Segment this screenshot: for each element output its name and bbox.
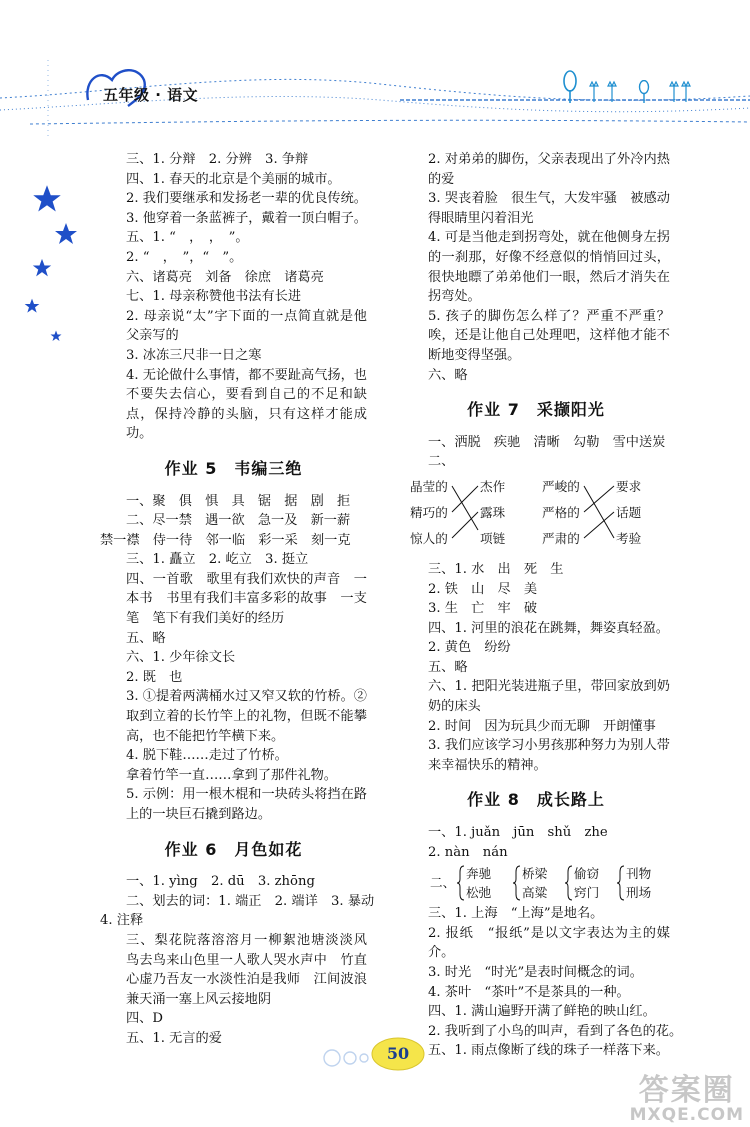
answer-line: 一、1. yìng 2. dū 3. zhōng [126,874,315,890]
answer-line: 四、一首歌 歌里有我们欢快的声音 一本书 书里有我们丰富多彩的故事 一支笔 笔下有我们美好的经历 [126,571,367,627]
match-word: 项链 [480,530,506,546]
match-word: 杰作 [480,478,506,494]
section-title: 作业 7 采撷阳光 [467,400,605,420]
answer-line: 四、1. 满山遍野开满了鲜艳的映山红。 [428,1004,656,1020]
answer-line: 2. 对弟弟的脚伤，父亲表现出了外冷内热的爱 [428,152,670,187]
answer-line: 三、1. 分辩 2. 分辨 3. 争辩 [126,152,309,167]
star-icon [32,184,62,214]
answer-line: 五、1. 雨点像断了线的珠子一样落下来。 [428,1043,669,1059]
answer-line: 5. 孩子的脚伤怎么样了？严重不严重？唉，还是让他自己处理吧，这样他才能不断地变得坚强。 [428,308,670,363]
answer-line: 4. 注释 [100,913,144,929]
tree-icon [636,80,652,104]
match-word: 严肃的 [542,530,580,546]
brace-word: 松弛 [466,885,492,901]
section-title: 作业 6 月色如花 [164,839,303,859]
answer-line: 3. 冰冻三尺非一日之寒 [126,347,262,363]
brace-groups [402,862,670,904]
page-number-badge [370,1036,426,1072]
match-word: 晶莹的 [410,478,448,494]
answer-line: 3. 生 亡 牢 破 [428,601,538,617]
answer-line: 拿着竹竿一直……拿到了那件礼物。 [126,767,337,783]
answer-line: 2. “ ， ”，“ ”。 [126,249,243,265]
star-icon [24,298,40,314]
brace-word: 桥梁 [522,866,548,882]
answer-line: 2. 母亲说“太”字下面的一点简直就是他父亲写的 [126,308,367,344]
answer-line: 六、诸葛亮 刘备 徐庶 诸葛亮 [126,269,324,285]
answer-line: 5. 示例：用一根木棍和一块砖头将挡在路上的一块巨石撬到路边。 [126,787,367,822]
watermark [630,1065,744,1125]
answer-line: 2. nàn nán [428,844,508,860]
match-word: 话题 [616,504,642,520]
match-word: 严格的 [542,504,580,520]
answer-line: 3. ①提着两满桶水过又窄又软的竹桥。②取到立着的长竹竿上的礼物，但既不能攀高，也不能把竹竿横下来。 [126,689,367,744]
brace-word: 刊物 [626,866,652,882]
right-column [402,150,683,1061]
answer-line: 4. 茶叶 “茶叶”不是茶具的一种。 [428,984,630,1000]
answer-line: 五、1. “ ， ， ”。 [126,230,249,246]
answer-line: 3. 时光 “时光”是表时间概念的词。 [428,965,643,980]
answer-line: 二、 [428,454,455,470]
star-icon [54,222,78,246]
answer-line: 一、洒脱 疾驰 清晰 勾勒 雪中送炭 [428,434,666,450]
watermark-line1: 答案圈 [638,1073,735,1108]
page-number: 50 [386,1044,410,1063]
answer-line: 六、略 [428,367,468,383]
answer-line: 2. 我听到了小鸟的叫声，看到了各色的花。 [428,1023,683,1039]
answer-line: 五、1. 无言的爱 [126,1030,222,1046]
answer-line: 4. 无论做什么事情，都不要趾高气扬，也不要失去信心，要看到自己的不足和缺点，保持冷静的头脑，只有这样才能成功。 [126,367,367,442]
answer-line: 六、1. 把阳光装进瓶子里，带回家放到奶奶的床头 [428,679,670,715]
match-word: 要求 [616,478,642,494]
answer-line: 一、聚 俱 惧 具 锯 据 剧 拒 [126,493,351,509]
answer-line: 2. 黄色 纷纷 [428,640,511,656]
answer-line: 四、1. 春天的北京是个美丽的城市。 [126,171,341,187]
answer-line: 3. 他穿着一条蓝裤子，戴着一顶白帽子。 [126,210,367,226]
section-title: 作业 8 成长路上 [467,790,605,810]
page-header-title: 五年级 · 语文 [103,86,199,104]
bubble-decoration [322,1044,372,1068]
answer-line: 六、1. 少年徐文长 [126,650,236,666]
answer-line: 2. 铁 山 尽 美 [428,581,538,597]
answer-line: 3. 哭丧着脸 很生气，大发牢骚 被感动得眼睛里闪着泪光 [428,191,670,226]
match-word: 露珠 [480,504,506,520]
answer-line: 二、划去的词：1. 端正 2. 端详 3. 暴动 [126,893,375,909]
answer-line: 3. 我们应该学习小男孩那种努力为别人带来幸福快乐的精神。 [428,738,670,773]
answer-line: 一、1. juǎn jūn shǔ zhe [428,825,608,841]
left-column [100,150,381,1049]
brace-word: 偷窃 [574,866,600,882]
star-icon [50,330,62,342]
answer-line: 禁一襟 侍一待 邻一临 彩一采 刻一克 [100,532,351,548]
answer-line: 2. 报纸 “报纸”是以文字表达为主的媒介。 [428,925,670,961]
brace-word: 高粱 [522,885,548,901]
answer-line: 2. 我们要继承和发扬老一辈的优良传统。 [126,191,367,207]
answer-line: 2. 时间 因为玩具少而无聊 开朗懂事 [428,718,656,734]
tulip-icon [668,80,694,104]
match-word: 精巧的 [410,504,448,520]
star-icon [32,258,52,278]
answer-line: 四、1. 河里的浪花在跳舞，舞姿真轻盈。 [428,620,669,636]
answer-line: 五、略 [126,630,166,646]
answer-line: 二、尽一禁 遇一欲 急一及 新一薪 [126,513,351,529]
match-word: 惊人的 [410,530,448,546]
brace-word: 窍门 [574,885,600,901]
answer-line: 七、1. 母亲称赞他书法有长进 [126,289,302,305]
answer-line: 三、1. 水 出 死 生 [428,561,564,577]
answer-line: 三、1. 矗立 2. 屹立 3. 挺立 [126,552,309,568]
brace-prefix: 二、 [430,875,456,891]
word-matching-exercise [402,474,670,558]
answer-line: 三、1. 上海 “上海”是地名。 [428,906,604,922]
answer-line: 4. 脱下鞋……走过了竹桥。 [126,748,288,764]
watermark-line2: MXQE.COM [629,1105,744,1125]
answer-line: 4. 可是当他走到拐弯处，就在他侧身左拐的一刹那，好像不经意似的悄悄回过头，很快地瞟了弟弟他们一眼，然后才消失在拐弯处。 [428,230,670,305]
tulip-icon [586,80,626,104]
tree-icon [560,70,580,104]
section-title: 作业 5 韦编三绝 [164,458,303,478]
answer-line: 2. 既 也 [126,669,183,685]
answer-line: 三、梨花院落溶溶月一柳絮池塘淡淡风 鸟去鸟来山色里一人歌人哭水声中 竹直心虚乃吾友一水淡性泊是我师 江间波浪兼天涌一塞上风云接地阴 [126,932,381,1007]
answer-line: 五、略 [428,659,468,675]
match-word: 严峻的 [542,478,580,494]
match-word: 考验 [616,530,642,546]
answer-line: 四、D [126,1011,163,1027]
brace-word: 刑场 [626,885,652,901]
brace-word: 奔驰 [466,866,492,882]
